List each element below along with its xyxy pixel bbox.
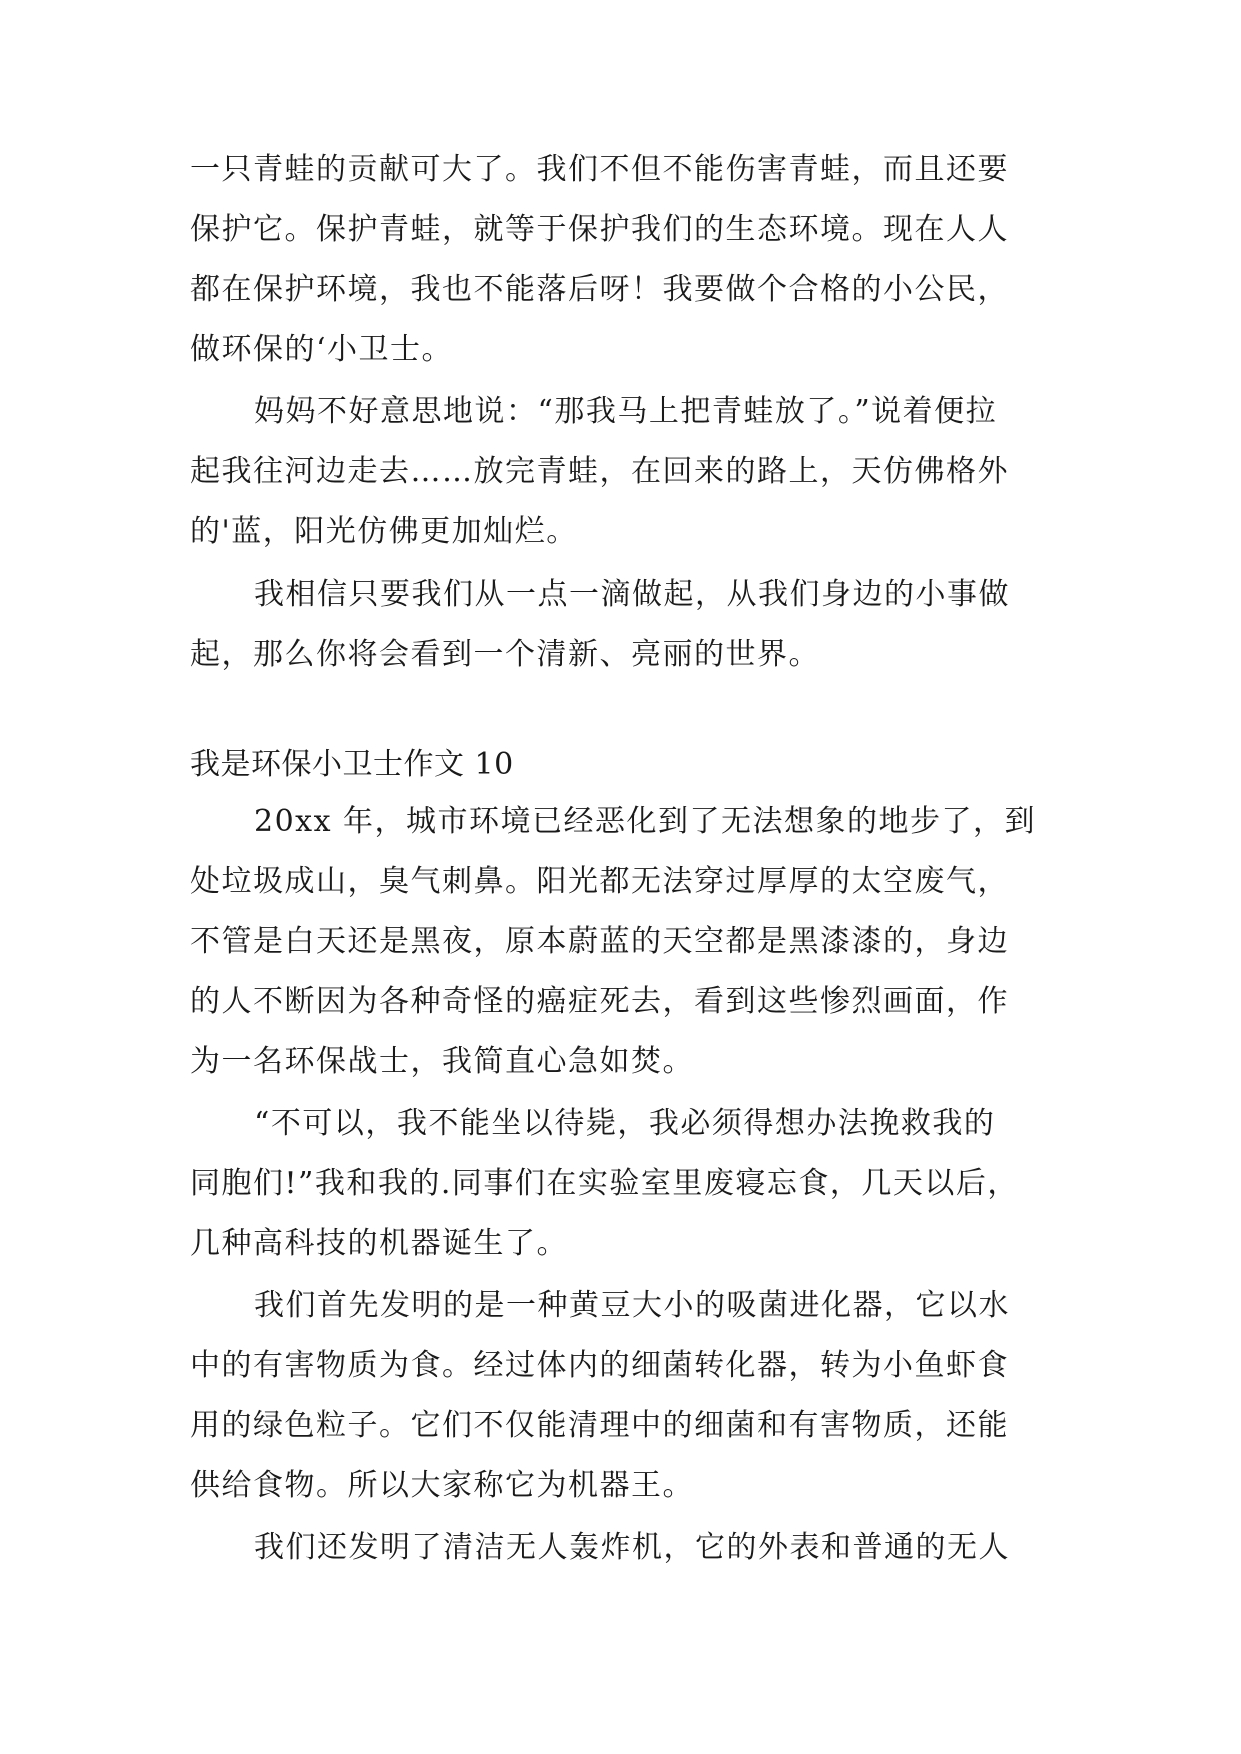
text-line: 中的有害物质为食。经过体内的细菌转化器，转为小鱼虾食 xyxy=(190,1348,1009,1383)
text-line: 供给食物。所以大家称它为机器王。 xyxy=(190,1468,694,1503)
text-line: “不可以，我不能坐以待毙，我必须得想办法挽救我的 xyxy=(254,1106,996,1141)
text-line: 妈妈不好意思地说：“那我马上把青蛙放了。”说着便拉 xyxy=(254,394,998,429)
text-line: 我们还发明了清洁无人轰炸机，它的外表和普通的无人 xyxy=(254,1530,1010,1565)
section-title: 我是环保小卫士作文 10 xyxy=(190,747,514,782)
text-line: 同胞们!”我和我的.同事们在实验室里废寝忘食，几天以后， xyxy=(190,1166,1019,1201)
text-line: 一只青蛙的贡献可大了。我们不但不能伤害青蛙，而且还要 xyxy=(190,152,1009,187)
text-line: 的'蓝，阳光仿佛更加灿烂。 xyxy=(190,514,578,549)
text-line: 我们首先发明的是一种黄豆大小的吸菌进化器，它以水 xyxy=(254,1288,1010,1323)
text-line: 为一名环保战士，我简直心急如焚。 xyxy=(190,1044,694,1079)
text-line: 都在保护环境，我也不能落后呀！我要做个合格的小公民， xyxy=(190,272,1009,307)
text-line: 起我往河边走去……放完青蛙，在回来的路上，天仿佛格外 xyxy=(190,454,1009,489)
text-line: 的人不断因为各种奇怪的癌症死去，看到这些惨烈画面，作 xyxy=(190,984,1009,1019)
text-line: 做环保的‘小卫士。 xyxy=(190,332,454,367)
text-line: 不管是白天还是黑夜，原本蔚蓝的天空都是黑漆漆的，身边 xyxy=(190,924,1009,959)
text-line: 保护它。保护青蛙，就等于保护我们的生态环境。现在人人 xyxy=(190,212,1009,247)
text-line: 几种高科技的机器诞生了。 xyxy=(190,1226,568,1261)
text-line: 20xx 年，城市环境已经恶化到了无法想象的地步了，到 xyxy=(254,804,1037,839)
text-line: 起，那么你将会看到一个清新、亮丽的世界。 xyxy=(190,637,820,672)
text-line: 用的绿色粒子。它们不仅能清理中的细菌和有害物质，还能 xyxy=(190,1408,1009,1443)
text-line: 处垃圾成山，臭气刺鼻。阳光都无法穿过厚厚的太空废气， xyxy=(190,864,1009,899)
text-line: 我相信只要我们从一点一滴做起，从我们身边的小事做 xyxy=(254,577,1010,612)
